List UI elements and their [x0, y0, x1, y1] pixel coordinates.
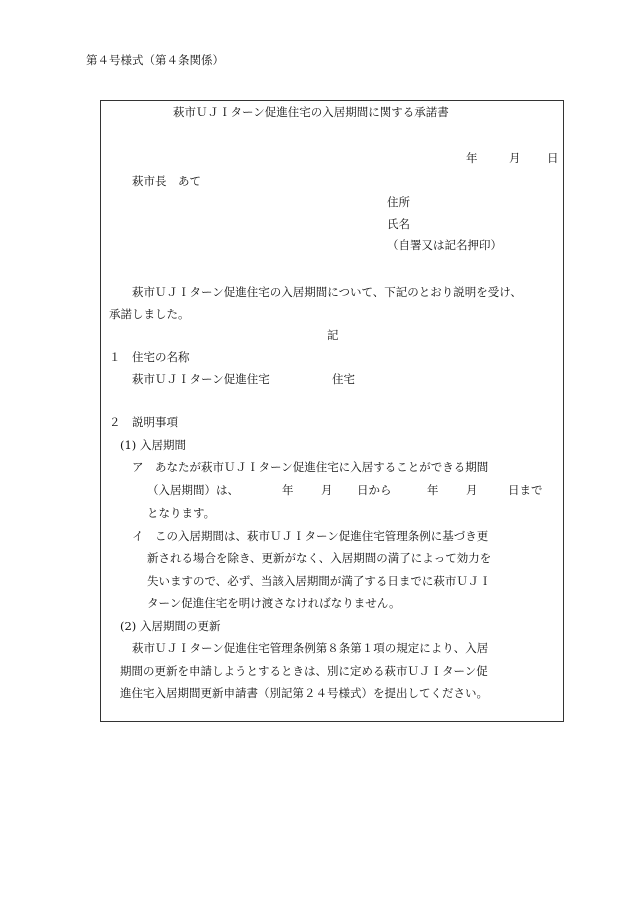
housing-suffix: 住宅 [332, 372, 355, 386]
subsection-1-heading: (1) 入居期間 [120, 438, 186, 452]
entry-period-prefix: （入居期間）は、 [147, 483, 239, 497]
start-year-label: 年 [282, 483, 294, 497]
item-a-line-1: ア あなたが萩市ＵＪＩターン促進住宅に入居することができる期間 [132, 460, 489, 474]
subsection-2-heading: (2) 入居期間の更新 [120, 619, 221, 633]
renewal-line-3: 進住宅入居期間更新申請書（別記第２４号様式）を提出してください。 [120, 686, 488, 700]
section-2-heading: ２ 説明事項 [109, 415, 178, 429]
addressee: 萩市長 あて [132, 174, 201, 188]
statement-line-1: 萩市ＵＪＩターン促進住宅の入居期間について、下記のとおり説明を受け、 [132, 285, 522, 299]
renewal-line-2: 期間の更新を申請しようとするときは、別に定める萩市ＵＪＩターン促 [120, 664, 488, 678]
name-label: 氏名 [387, 217, 410, 231]
renewal-line-1: 萩市ＵＪＩターン促進住宅管理条例第８条第１項の規定により、入居 [132, 641, 489, 655]
statement-line-2: 承諾しました。 [109, 307, 190, 321]
housing-name: 萩市ＵＪＩターン促進住宅 [132, 372, 270, 386]
end-day-label: 日まで [508, 483, 543, 497]
start-day-label: 日から [357, 483, 392, 497]
item-i-line-2: 新される場合を除き、更新がなく、入居期間の満了によって効力を [147, 551, 492, 565]
address-label: 住所 [387, 195, 410, 209]
form-number: 第４号様式（第４条関係） [86, 53, 224, 67]
date-month-label: 月 [509, 151, 521, 165]
section-1-heading: １ 住宅の名称 [109, 350, 190, 364]
ki-heading: 記 [327, 328, 339, 342]
seal-note: （自署又は記名押印） [387, 238, 502, 252]
end-month-label: 月 [466, 483, 478, 497]
item-a-line-3: となります。 [147, 506, 216, 520]
document-title: 萩市ＵＪＩターン促進住宅の入居期間に関する承諾書 [173, 105, 449, 119]
item-i-line-4: ターン促進住宅を明け渡さなければなりません。 [147, 596, 401, 610]
date-day-label: 日 [547, 151, 559, 165]
item-i-line-3: 失いますので、必ず、当該入居期間が満了する日までに萩市ＵＪＩ [147, 574, 491, 588]
date-year-label: 年 [466, 151, 478, 165]
end-year-label: 年 [427, 483, 439, 497]
item-i-line-1: イ この入居期間は、萩市ＵＪＩターン促進住宅管理条例に基づき更 [132, 529, 489, 543]
start-month-label: 月 [321, 483, 333, 497]
